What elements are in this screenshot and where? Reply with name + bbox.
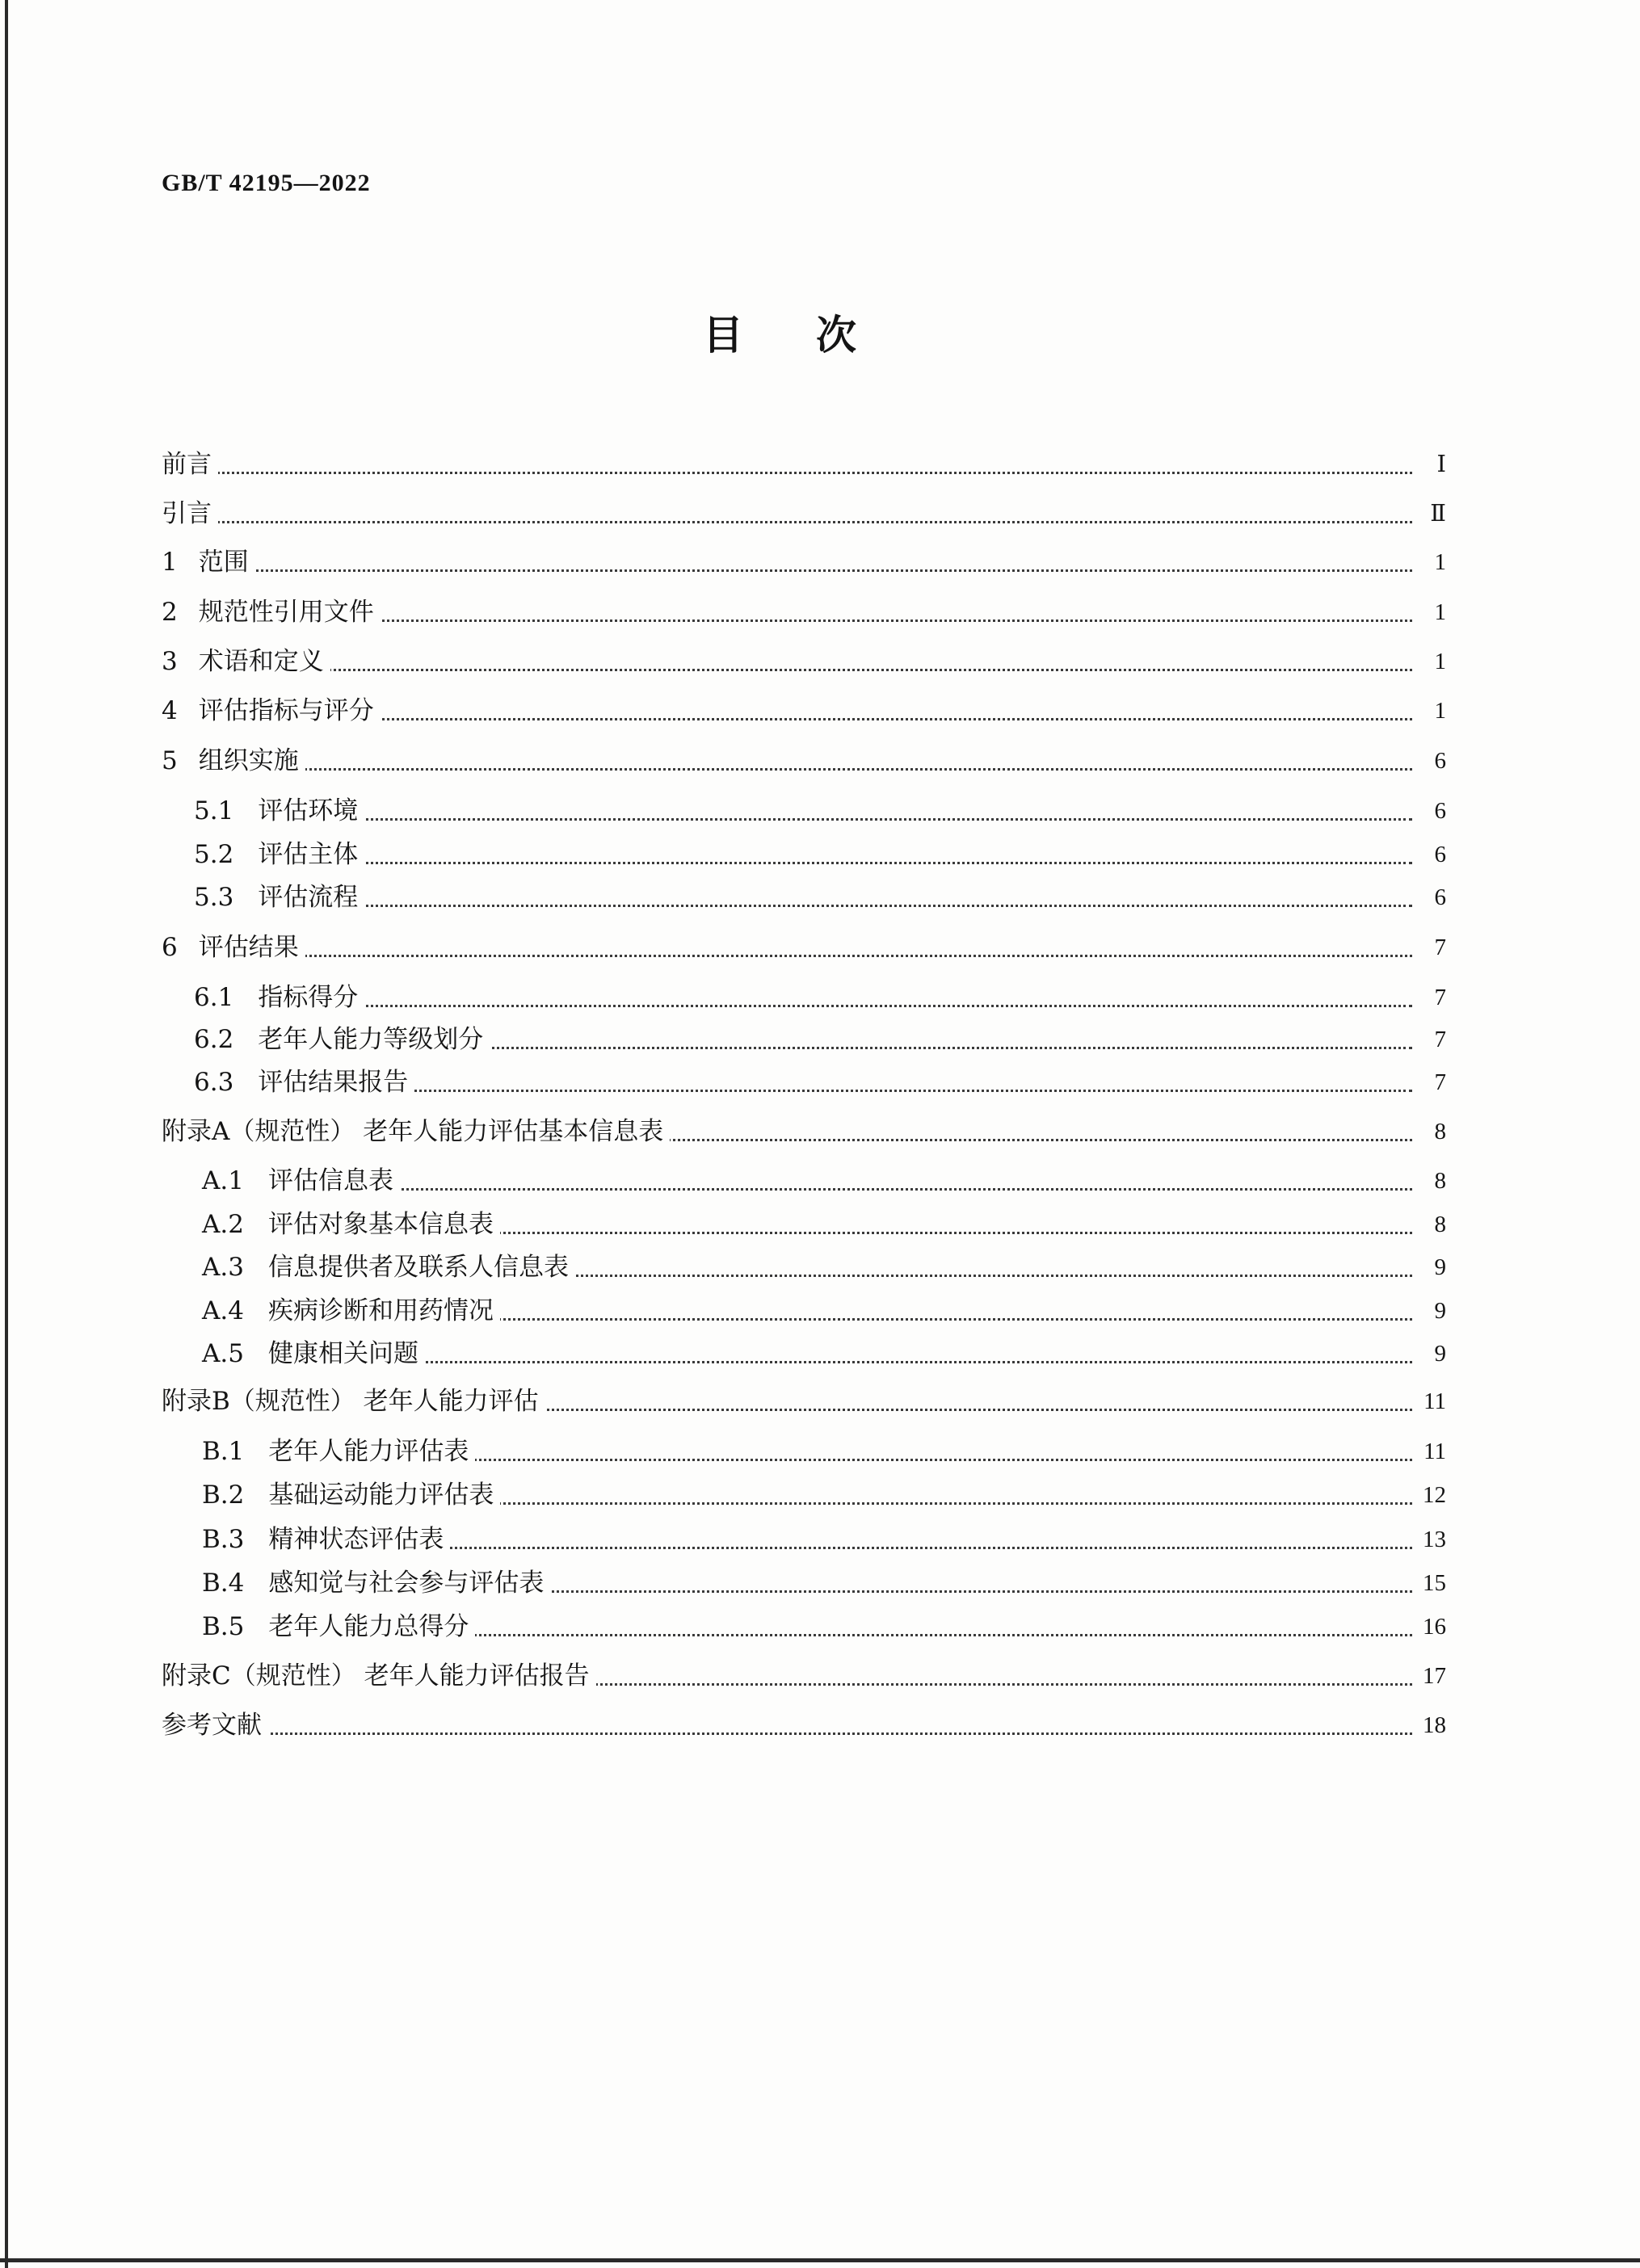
toc-entry-text: 评估流程 — [258, 883, 359, 912]
toc-entry-text: 规范性引用文件 — [198, 598, 374, 627]
toc-entry-page: 6 — [1434, 748, 1446, 774]
toc-entry-text: 引言 — [162, 499, 212, 528]
toc-entry-page: 9 — [1434, 1298, 1446, 1324]
toc-entry-number: 5.3 — [194, 883, 234, 912]
toc-entry — [0, 1250, 1640, 1285]
toc-entry-page: 8 — [1434, 1168, 1446, 1194]
toc-entry-label — [162, 496, 218, 531]
toc-entry — [0, 1163, 1640, 1199]
toc-leader-dots — [210, 972, 1412, 1007]
toc-entry-number: A.4 — [202, 1296, 244, 1325]
toc-entry-label — [162, 644, 330, 679]
toc-entry-number: B.4 — [202, 1569, 245, 1598]
toc-entry-page: 6 — [1434, 884, 1446, 910]
toc-entry-label — [202, 1434, 475, 1469]
toc-entry-number: 1 — [162, 548, 178, 577]
toc-entry-text: 组织实施 — [198, 746, 299, 775]
toc-entry-text: 信息提供者及联系人信息表 — [267, 1253, 569, 1282]
toc-leader-dots — [178, 735, 1412, 771]
toc-entry-number: A.5 — [202, 1339, 244, 1368]
toc-entry — [0, 743, 1640, 779]
toc-entry-text: 评估环境 — [258, 796, 359, 825]
toc-entry-text: 评估结果 — [198, 933, 299, 962]
toc-entry-text: 健康相关问题 — [267, 1339, 418, 1368]
toc-entry — [0, 1707, 1640, 1743]
toc-entry-label — [202, 1250, 575, 1285]
toc-entry-text: 范围 — [198, 548, 249, 577]
toc-entry-text: 附录C（规范性） 老年人能力评估报告 — [162, 1661, 590, 1690]
toc-entry-text: 附录B（规范性） 老年人能力评估 — [162, 1387, 539, 1416]
toc-entry-label — [162, 1384, 545, 1419]
toc-leader-dots — [178, 488, 1412, 523]
toc-entry — [0, 1065, 1640, 1100]
toc-entry-page: 18 — [1423, 1712, 1446, 1738]
toc-leader-dots — [178, 1699, 1412, 1735]
toc-entry-page: 9 — [1434, 1254, 1446, 1280]
toc-entry-number: A.1 — [202, 1166, 244, 1195]
toc-entry-text: 疾病诊断和用药情况 — [267, 1296, 494, 1325]
toc-entry-label — [194, 1022, 490, 1057]
toc-entry — [0, 1565, 1640, 1601]
toc-entry — [0, 1022, 1640, 1057]
toc-entry — [0, 980, 1640, 1015]
toc-entry-label — [202, 1477, 500, 1513]
toc-entry-text: 评估主体 — [258, 840, 359, 869]
toc-entry-text: 评估信息表 — [267, 1166, 393, 1195]
toc-entry-label — [202, 1163, 400, 1199]
toc-entry-number: 2 — [162, 598, 178, 627]
toc-entry-page: 7 — [1434, 985, 1446, 1010]
toc-entry-label — [202, 1565, 550, 1601]
toc-leader-dots — [210, 829, 1412, 864]
toc-entry-page: 1 — [1434, 698, 1446, 724]
toc-entry-text: 参考文献 — [162, 1711, 262, 1740]
toc-entry-text: 附录A（规范性） 老年人能力评估基本信息表 — [162, 1117, 664, 1146]
toc-leader-dots — [178, 636, 1412, 671]
toc-entry — [0, 496, 1640, 531]
toc-entry — [0, 1114, 1640, 1149]
toc-entry — [0, 793, 1640, 829]
toc-entry-label — [194, 793, 364, 829]
toc-entry-label — [162, 1658, 596, 1694]
toc-entry-number: 4 — [162, 696, 178, 725]
toc-entry-number: 6.3 — [194, 1068, 234, 1097]
toc-entry-label — [202, 1207, 500, 1242]
toc-leader-dots — [178, 439, 1412, 474]
toc-entry-number: A.3 — [202, 1253, 244, 1282]
toc-leader-dots — [210, 872, 1412, 907]
toc-entry-number: B.1 — [202, 1437, 245, 1466]
toc-entry-text: 前言 — [162, 450, 212, 479]
toc-entry-page: 7 — [1434, 1069, 1446, 1095]
toc-entry — [0, 1522, 1640, 1557]
toc-entry-number: 6.2 — [194, 1025, 234, 1054]
toc-entry-text: 评估结果报告 — [258, 1068, 409, 1097]
toc-entry-label — [162, 693, 381, 729]
toc-entry-number: 6 — [162, 933, 178, 962]
toc-entry-label — [194, 880, 364, 915]
toc-entry-number: 5.2 — [194, 840, 234, 869]
toc-entry-page: Ⅰ — [1436, 452, 1446, 477]
toc-entry — [0, 1384, 1640, 1419]
toc-entry — [0, 644, 1640, 679]
toc-entry-text: 基础运动能力评估表 — [268, 1480, 494, 1510]
toc-entry-page: 17 — [1423, 1663, 1446, 1689]
toc-entry-label — [202, 1522, 450, 1557]
toc-entry-text: 术语和定义 — [198, 647, 324, 676]
toc-entry — [0, 1207, 1640, 1242]
toc-entry — [0, 1434, 1640, 1469]
toc-entry-label — [202, 1336, 425, 1371]
toc-entry-page: 7 — [1434, 934, 1446, 960]
toc-entry-page: 11 — [1423, 1388, 1446, 1414]
toc-entry-number: B.2 — [202, 1480, 245, 1510]
toc-entry-label — [162, 1707, 268, 1743]
toc-entry — [0, 1658, 1640, 1694]
toc-entry-label — [162, 447, 218, 482]
toc-entry-number: 3 — [162, 647, 178, 676]
toc-entry — [0, 594, 1640, 630]
toc-entry-label — [194, 837, 364, 872]
toc-entry-page: 9 — [1434, 1341, 1446, 1367]
toc-entry-page: 16 — [1423, 1614, 1446, 1640]
toc-entry-text: 老年人能力等级划分 — [258, 1025, 484, 1054]
toc-entry — [0, 880, 1640, 915]
toc-entry-page: 8 — [1434, 1119, 1446, 1144]
toc-entry-label — [162, 743, 305, 779]
toc-leader-dots — [178, 922, 1412, 957]
toc-entry-page: 13 — [1423, 1527, 1446, 1552]
toc-entry-text: 评估指标与评分 — [198, 696, 374, 725]
toc-entry-page: 1 — [1434, 649, 1446, 674]
toc-entry-label — [194, 1065, 414, 1100]
toc-leader-dots — [210, 785, 1412, 821]
toc-entry-page: 15 — [1423, 1570, 1446, 1596]
toc-entry-text: 老年人能力总得分 — [268, 1612, 469, 1641]
toc-entry-text: 指标得分 — [258, 983, 359, 1012]
toc-entry-page: 6 — [1434, 798, 1446, 824]
toc-entry-label — [162, 544, 255, 580]
toc-entry-page: 11 — [1423, 1438, 1446, 1464]
toc-entry — [0, 1477, 1640, 1513]
toc-entry-label — [202, 1293, 500, 1329]
toc-entry-number: 6.1 — [194, 983, 234, 1012]
toc-entry-page: 8 — [1434, 1212, 1446, 1237]
toc-entry-number: A.2 — [202, 1210, 244, 1239]
toc-entry-label — [194, 980, 364, 1015]
toc-entry-page: 1 — [1434, 549, 1446, 575]
toc-entry — [0, 1609, 1640, 1644]
toc-entry-number: 5 — [162, 746, 178, 775]
toc-entry — [0, 693, 1640, 729]
toc-entry-number: B.3 — [202, 1525, 245, 1554]
toc-entry — [0, 544, 1640, 580]
toc-entry-text: 老年人能力评估表 — [268, 1437, 469, 1466]
toc-entry-label — [202, 1609, 475, 1644]
toc-entry-page: 1 — [1434, 599, 1446, 625]
toc-entry-text: 感知觉与社会参与评估表 — [268, 1569, 545, 1598]
toc-entry-number: B.5 — [202, 1612, 245, 1641]
toc-entry-page: 6 — [1434, 842, 1446, 867]
toc-entry-label — [162, 930, 305, 965]
toc-leader-dots — [178, 536, 1412, 572]
document-code: GB/T 42195—2022 — [162, 170, 371, 196]
toc-entry-page: Ⅱ — [1430, 501, 1446, 527]
toc-entry-label — [162, 594, 381, 630]
toc-entry-number: 5.1 — [194, 796, 234, 825]
toc-entry — [0, 447, 1640, 482]
toc-entry-text: 精神状态评估表 — [268, 1525, 444, 1554]
toc-entry-label — [162, 1114, 670, 1149]
toc-entry — [0, 930, 1640, 965]
toc-entry-page: 7 — [1434, 1027, 1446, 1052]
toc-entry — [0, 837, 1640, 872]
toc-entry — [0, 1293, 1640, 1329]
toc-entry — [0, 1336, 1640, 1371]
toc-title: 目次 — [703, 311, 929, 359]
toc-entry-page: 12 — [1423, 1482, 1446, 1508]
toc-entry-text: 评估对象基本信息表 — [267, 1210, 494, 1239]
